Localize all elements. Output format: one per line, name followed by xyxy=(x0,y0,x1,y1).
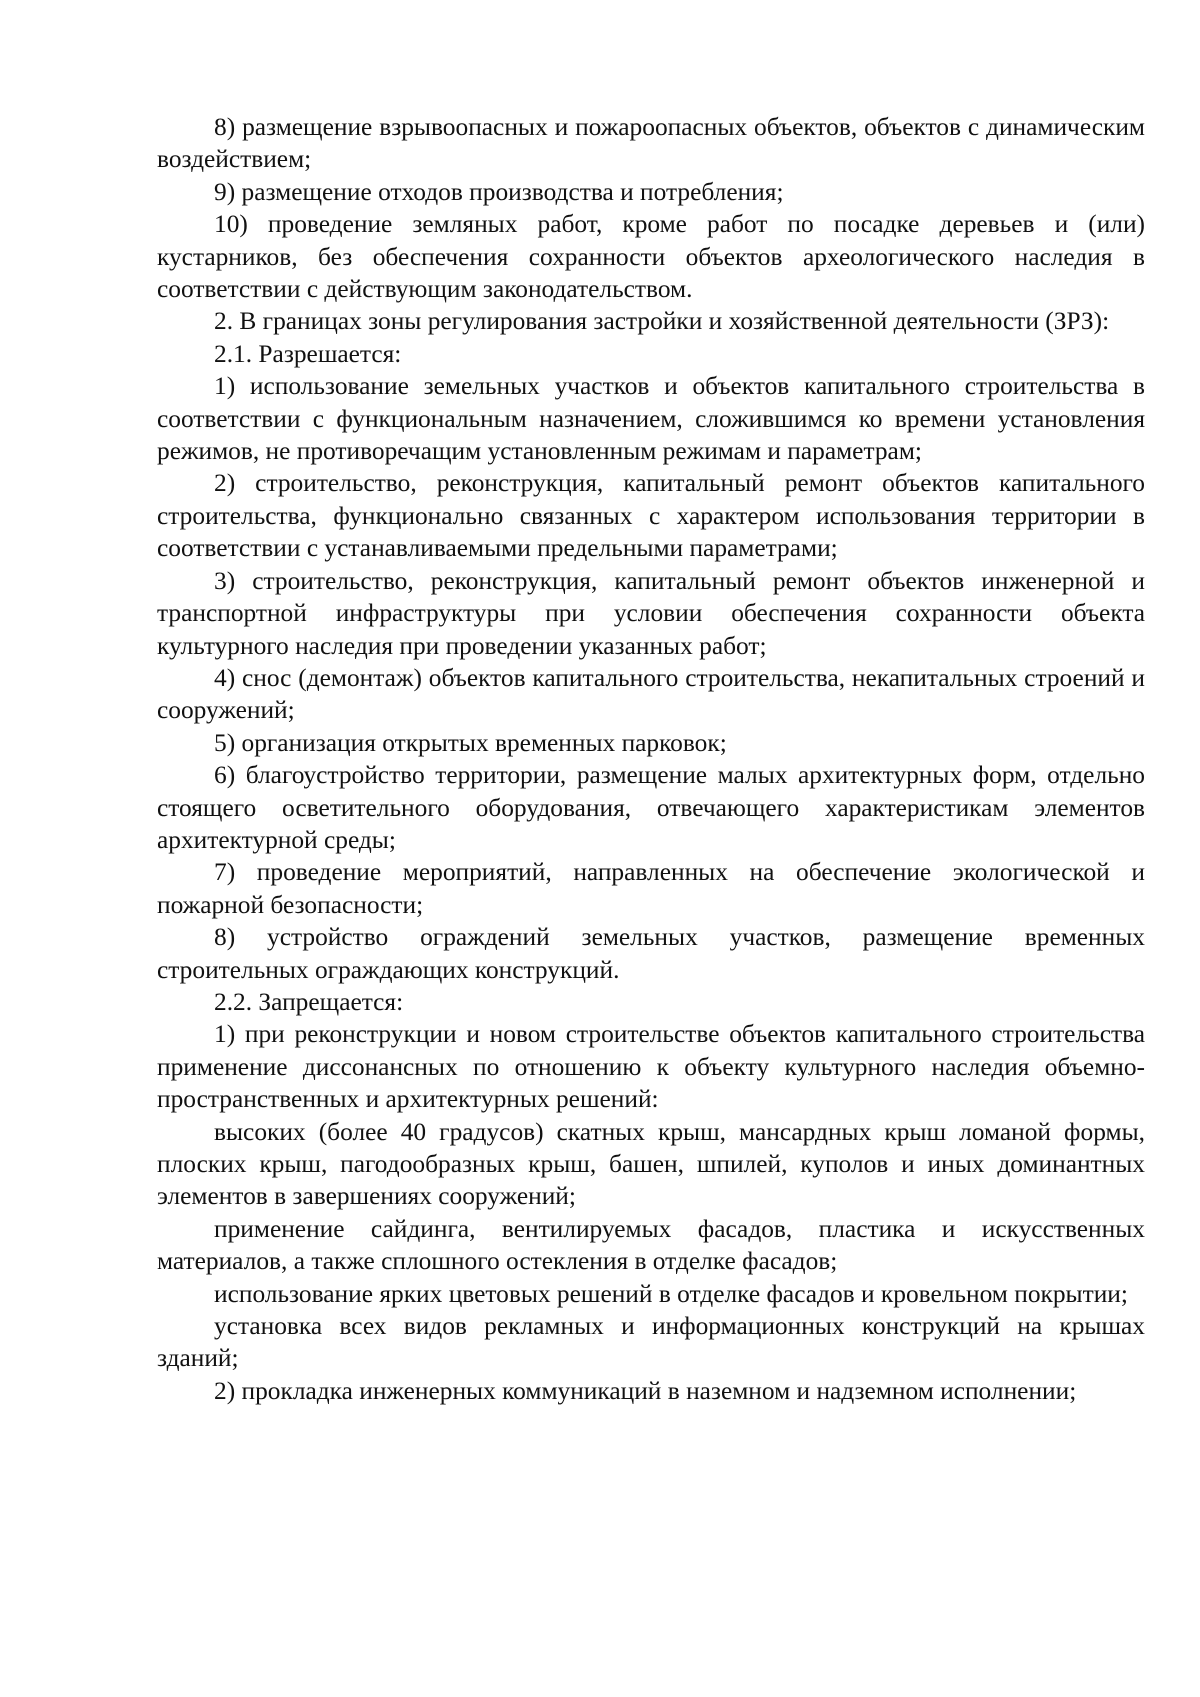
subsection-2-1-heading: 2.1. Разрешается: xyxy=(214,339,402,368)
document-page xyxy=(157,111,1145,1407)
allowed-item-6: 6) благоустройство территории, размещение малых архитектурных форм, отдельно стоящего осветительного оборудования, отвечающего характеристикам элементов архитектурной среды; xyxy=(157,761,1145,854)
subsection-2-2-heading: 2.2. Запрещается: xyxy=(214,987,404,1016)
prohibited-item-1: 1) при реконструкции и новом строительстве объектов капитального строительства применение диссонансных по отношению к объекту культурного наследия объемно-пространственных и архитектурных решений: xyxy=(157,1020,1145,1114)
paragraph-item-9-waste: 9) размещение отходов производства и потребления; xyxy=(214,177,784,206)
allowed-item-7: 7) проведение мероприятий, направленных на обеспечение экологической и пожарной безопасности; xyxy=(157,858,1145,919)
section-2-heading: 2. В границах зоны регулирования застройки и хозяйственной деятельности (ЗРЗ): xyxy=(214,307,1110,336)
prohibited-subitem-materials: применение сайдинга, вентилируемых фасадов, пластика и искусственных материалов, а также сплошного остекления в отделке фасадов; xyxy=(157,1214,1145,1276)
paragraph-item-8-explosive-objects: 8) размещение взрывоопасных и пожароопасных объектов, объектов с динамическим воздействием; xyxy=(157,113,1145,174)
allowed-item-2: 2) строительство, реконструкция, капитальный ремонт объектов капитального строительства, функционально связанных с характером использования территории в соответствии с устанавливаемыми предельными параметрами; xyxy=(157,469,1145,563)
allowed-item-4: 4) снос (демонтаж) объектов капитального строительства, некапитальных строений и сооружений; xyxy=(157,663,1145,725)
prohibited-subitem-colors: использование ярких цветовых решений в отделке фасадов и кровельном покрытии; xyxy=(214,1279,1128,1308)
paragraph-item-10-earthworks: 10) проведение земляных работ, кроме работ по посадке деревьев и (или) кустарников, без обеспечения сохранности объектов археологического наследия в соответствии с действующим законодательством. xyxy=(157,210,1145,304)
allowed-item-5: 5) организация открытых временных парковок; xyxy=(214,728,727,757)
allowed-item-3: 3) строительство, реконструкция, капитальный ремонт объектов инженерной и транспортной инфраструктуры при условии обеспечения сохранности объекта культурного наследия при проведении указанных работ; xyxy=(157,566,1145,660)
prohibited-subitem-advertising: установка всех видов рекламных и информационных конструкций на крышах зданий; xyxy=(157,1312,1145,1373)
prohibited-item-2: 2) прокладка инженерных коммуникаций в наземном и надземном исполнении; xyxy=(214,1376,1077,1405)
allowed-item-8: 8) устройство ограждений земельных участков, размещение временных строительных ограждающих конструкций. xyxy=(157,923,1145,984)
prohibited-subitem-roofs: высоких (более 40 градусов) скатных крыш, мансардных крыш ломаной формы, плоских крыш, пагодообразных крыш, башен, шпилей, куполов и иных доминантных элементов в завершениях сооружений; xyxy=(157,1117,1145,1211)
allowed-item-1: 1) использование земельных участков и объектов капитального строительства в соответствии с функциональным назначением, сложившимся ко времени установления режимов, не противоречащим установленным режимам и параметрам; xyxy=(157,372,1145,466)
